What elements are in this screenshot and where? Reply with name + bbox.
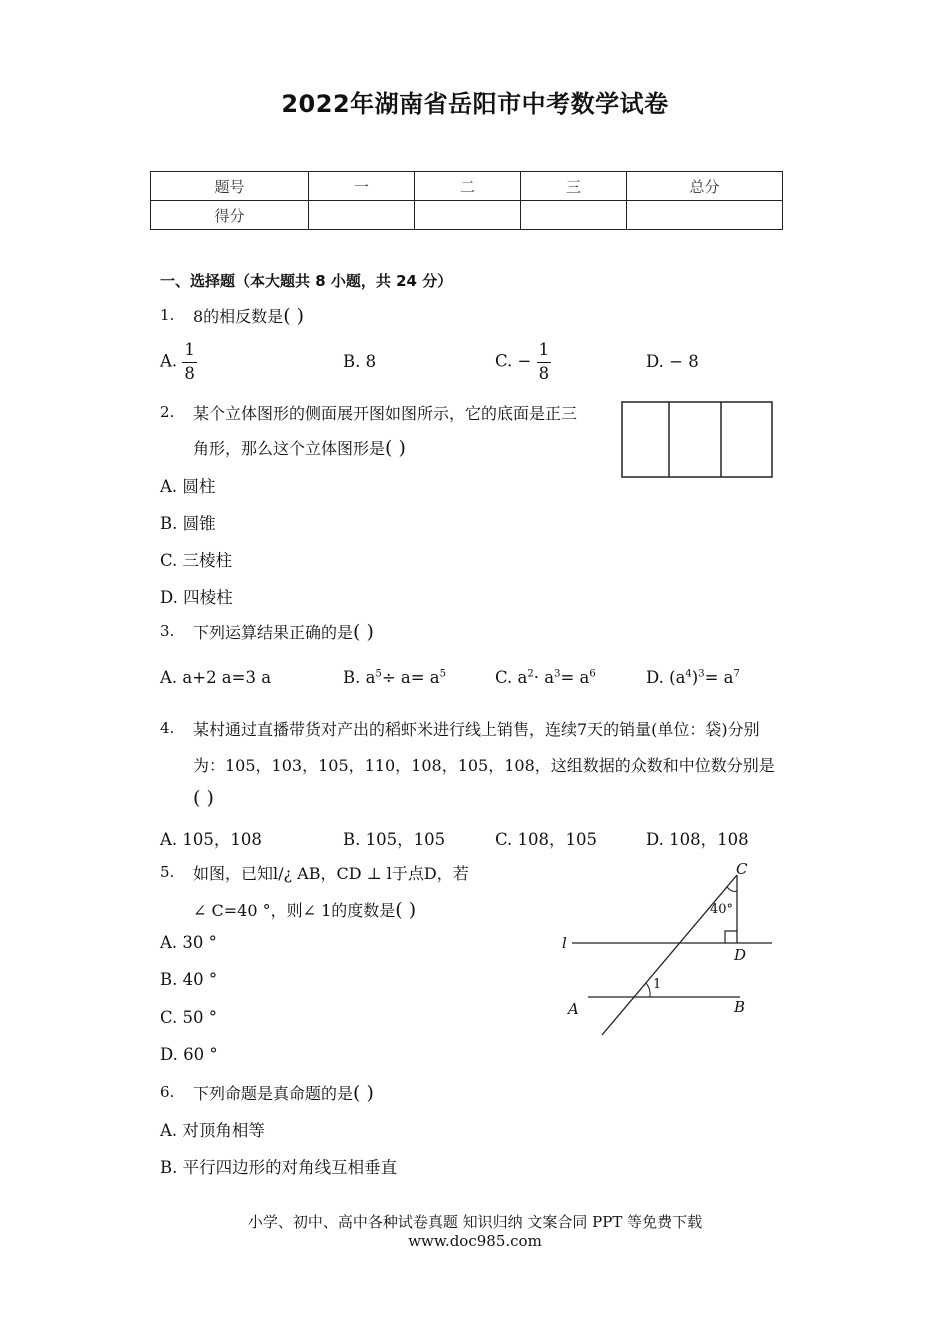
question-text-cont — [193, 898, 416, 921]
table-cell: 总分 — [627, 172, 783, 201]
angle-1-arc — [646, 983, 650, 997]
option-d[interactable]: D. 四棱柱 — [160, 588, 233, 607]
label-angle-40: 40° — [710, 902, 734, 917]
exponent: 2 — [527, 668, 534, 680]
option-b[interactable]: B. 105，105 — [343, 830, 446, 849]
question-text — [193, 304, 304, 327]
table-cell: 一 — [309, 172, 415, 201]
footer-url[interactable]: www.doc985.com — [408, 1232, 542, 1250]
expr-part: = a — [704, 668, 734, 687]
score-table — [150, 171, 783, 230]
option-c[interactable] — [495, 342, 551, 382]
option-d[interactable]: D. 108，108 — [646, 830, 749, 849]
question-stem: 8的相反数是 — [193, 307, 284, 326]
expr-part: ÷ a= a — [381, 668, 440, 687]
option-b[interactable]: B. 平行四边形的对角线互相垂直 — [160, 1158, 398, 1177]
exponent: 7 — [733, 668, 740, 680]
right-angle-mark — [725, 931, 737, 943]
label-b: B — [734, 998, 746, 1016]
table-cell[interactable] — [521, 201, 627, 230]
fraction — [182, 342, 197, 382]
label-d: D — [734, 946, 747, 964]
geometry-figure — [550, 855, 780, 1045]
question-stem: 角形，那么这个立体图形是 — [193, 439, 386, 458]
option-c[interactable]: C. 50 ° — [160, 1008, 218, 1027]
answer-paren: ( ) — [283, 305, 305, 327]
question-text: 某个立体图形的侧面展开图如图所示，它的底面是正三 — [193, 404, 578, 423]
exponent: 3 — [554, 668, 561, 680]
option-c[interactable]: C. 108，105 — [495, 830, 598, 849]
option-a[interactable]: A. 对顶角相等 — [160, 1121, 265, 1140]
option-c[interactable] — [495, 668, 596, 687]
exponent: 5 — [439, 668, 447, 680]
net-figure — [620, 400, 775, 480]
option-a[interactable]: A. a+2 a=3 a — [160, 668, 272, 687]
option-b[interactable]: B. 8 — [343, 352, 377, 371]
option-a[interactable] — [160, 342, 197, 382]
table-cell: 三 — [521, 172, 627, 201]
question-text — [193, 1081, 374, 1104]
expr-part: B. a — [343, 668, 376, 687]
table-cell[interactable] — [627, 201, 783, 230]
numerator: 1 — [537, 342, 552, 363]
answer-paren: ( ) — [385, 437, 406, 459]
option-a[interactable]: A. 105，108 — [160, 830, 262, 849]
table-cell[interactable] — [415, 201, 521, 230]
angle-c-arc — [727, 887, 737, 892]
page-title: 2022年湖南省岳阳市中考数学试卷 — [281, 90, 669, 118]
expr-part: D. (a — [646, 668, 686, 687]
exponent: 6 — [589, 668, 596, 680]
footer-tagline: 小学、初中、高中各种试卷真题 知识归纳 文案合同 PPT 等免费下载 — [247, 1213, 703, 1231]
option-label: C. − — [495, 351, 532, 371]
question-number: 2. — [160, 403, 175, 421]
answer-paren: ( ) — [193, 787, 214, 809]
numerator: 1 — [182, 342, 197, 363]
exponent: 5 — [375, 668, 382, 680]
question-number: 4. — [160, 719, 175, 737]
option-d[interactable]: D. − 8 — [646, 352, 699, 371]
question-stem: 下列运算结果正确的是 — [193, 623, 354, 642]
question-number: 5. — [160, 863, 175, 881]
denominator: 8 — [184, 363, 195, 383]
question-number: 1. — [160, 306, 175, 324]
question-stem: 下列命题是真命题的是 — [193, 1084, 354, 1103]
label-a: A — [568, 1000, 579, 1018]
question-number: 3. — [160, 622, 175, 640]
question-number: 6. — [160, 1083, 175, 1101]
question-text: 如图，已知l/¿ AB，CD ⊥ l于点D，若 — [193, 864, 469, 883]
transversal — [602, 875, 737, 1035]
question-text: 某村通过直播带货对产出的稻虾米进行线上销售，连续7天的销量(单位：袋)分别 — [193, 720, 760, 739]
denominator: 8 — [538, 363, 550, 383]
option-b[interactable]: B. 40 ° — [160, 970, 218, 989]
answer-paren: ( ) — [353, 621, 374, 643]
question-stem: ∠ C=40 °，则∠ 1的度数是 — [193, 901, 396, 920]
option-label: A. — [160, 351, 178, 371]
exponent: 4 — [685, 668, 692, 680]
option-c[interactable]: C. 三棱柱 — [160, 551, 233, 570]
net-outline — [622, 402, 772, 477]
question-text-cont: 为：105，103，105，110，108，105，108，这组数据的众数和中位数分别是 — [193, 756, 775, 775]
exponent: 3 — [698, 668, 705, 680]
fraction — [537, 342, 552, 382]
section-heading: 一、选择题（本大题共 8 小题，共 24 分） — [160, 272, 453, 290]
label-c: C — [736, 860, 748, 878]
table-cell: 题号 — [151, 172, 309, 201]
option-b[interactable]: B. 圆锥 — [160, 514, 216, 533]
question-text — [193, 620, 374, 643]
expr-part: · a — [533, 668, 555, 687]
option-a[interactable]: A. 30 ° — [160, 933, 217, 952]
option-a[interactable]: A. 圆柱 — [160, 477, 216, 496]
answer-paren: ( ) — [353, 1082, 374, 1104]
table-row — [151, 201, 783, 230]
option-b[interactable] — [343, 668, 446, 687]
table-cell: 二 — [415, 172, 521, 201]
question-text-cont — [193, 436, 406, 459]
table-row — [151, 172, 783, 201]
label-angle-1: 1 — [653, 977, 662, 992]
expr-part: = a — [560, 668, 590, 687]
option-d[interactable]: D. 60 ° — [160, 1045, 218, 1064]
expr-part: ) — [691, 668, 699, 687]
option-d[interactable] — [646, 668, 740, 687]
answer-paren: ( ) — [395, 899, 417, 921]
label-l: l — [562, 934, 567, 952]
table-cell[interactable] — [309, 201, 415, 230]
table-cell: 得分 — [151, 201, 309, 230]
expr-part: C. a — [495, 668, 528, 687]
